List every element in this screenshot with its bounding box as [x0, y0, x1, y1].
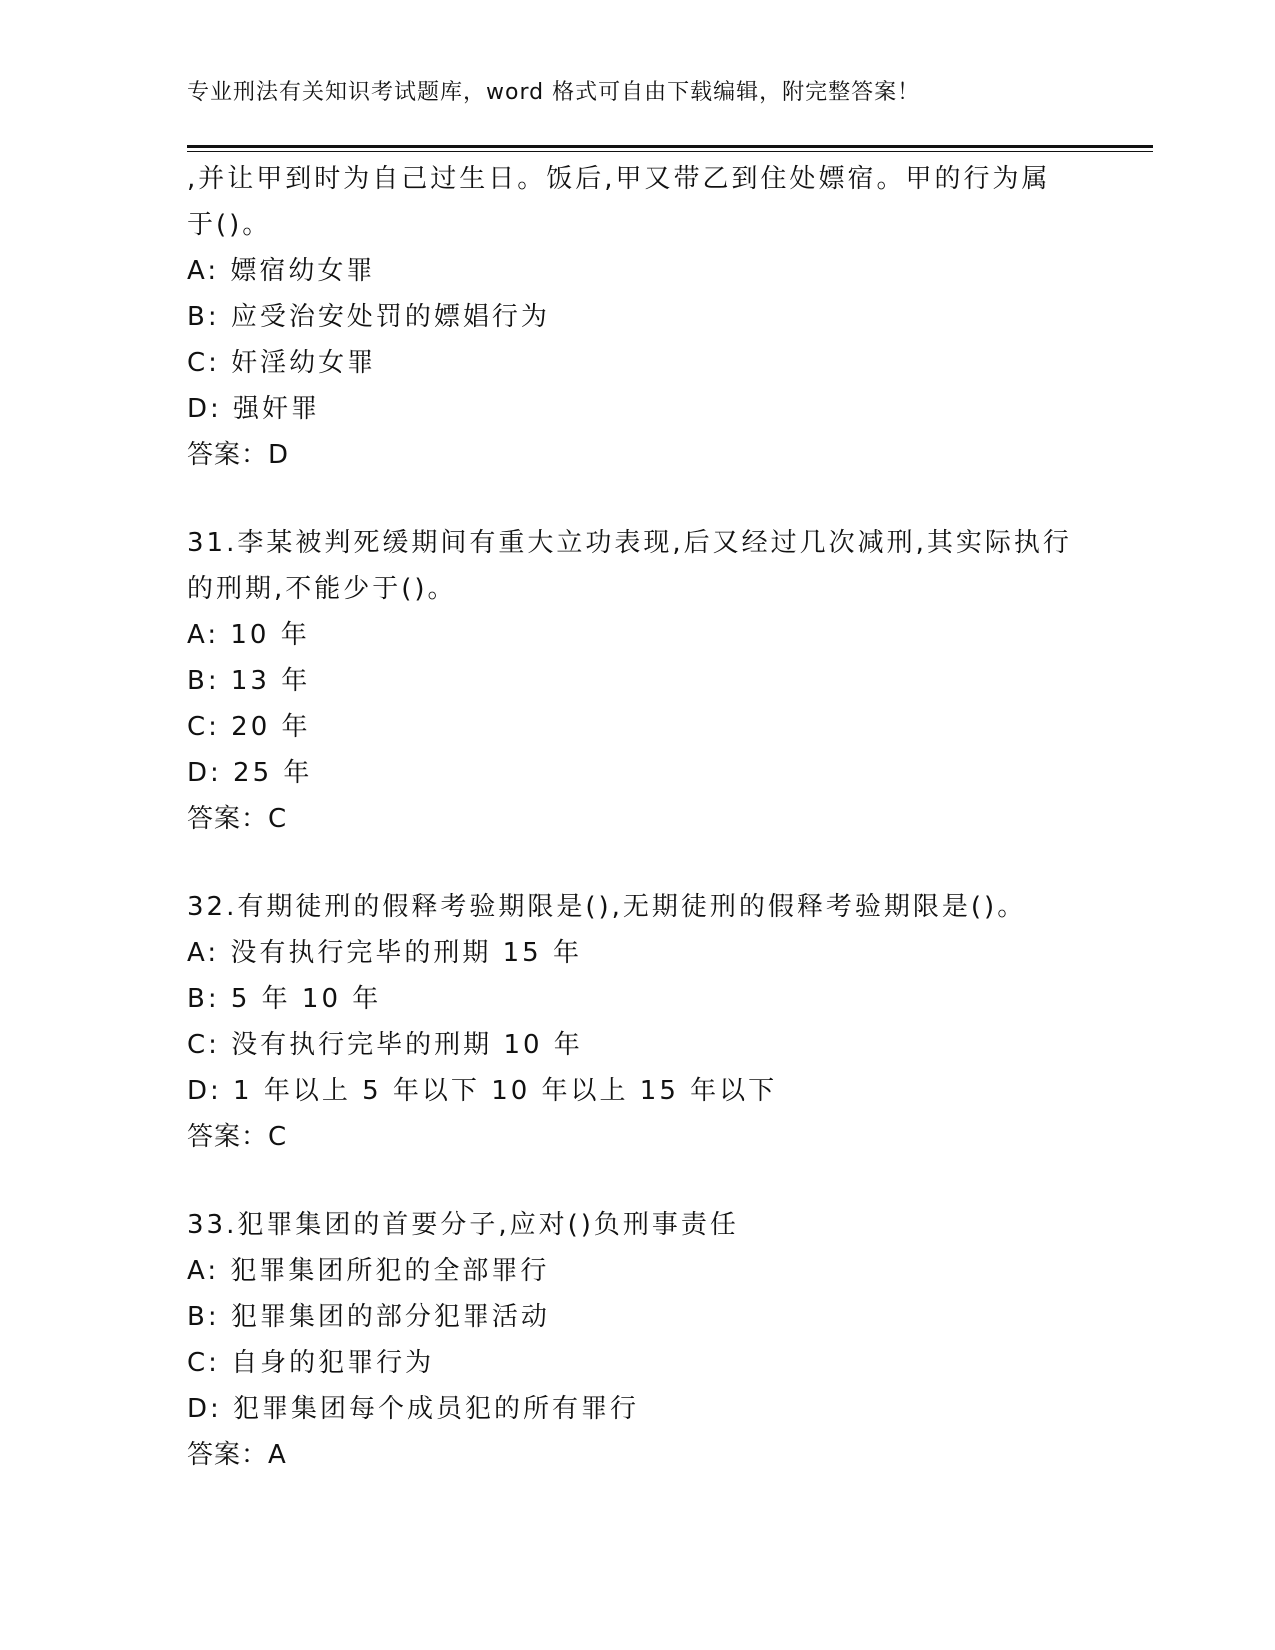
option-a: A: 没有执行完毕的刑期 15 年	[187, 938, 582, 968]
question-text: 的刑期,不能少于()。	[187, 574, 457, 604]
option-c: C: 奸淫幼女罪	[187, 348, 377, 378]
option-d: D: 犯罪集团每个成员犯的所有罪行	[187, 1394, 640, 1424]
option-b: B: 13 年	[187, 666, 311, 696]
question-block	[187, 884, 1087, 1160]
option-c: C: 没有执行完毕的刑期 10 年	[187, 1030, 583, 1060]
option-a: A: 犯罪集团所犯的全部罪行	[187, 1256, 550, 1286]
question-text: 于()。	[187, 210, 272, 240]
answer-text: 答案：D	[187, 440, 290, 470]
question-text: 31.李某被判死缓期间有重大立功表现,后又经过几次减刑,其实际执行	[187, 528, 1072, 558]
question-block	[187, 520, 1087, 842]
page-header: 专业刑法有关知识考试题库，word 格式可自由下载编辑，附完整答案！	[187, 80, 921, 105]
option-d: D: 1 年以上 5 年以下 10 年以上 15 年以下	[187, 1076, 778, 1106]
option-a: A: 10 年	[187, 620, 310, 650]
answer-text: 答案：C	[187, 1122, 288, 1152]
question-text: 33.犯罪集团的首要分子,应对()负刑事责任	[187, 1210, 739, 1240]
header-rule-thick	[187, 145, 1153, 148]
option-d: D: 强奸罪	[187, 394, 321, 424]
option-c: C: 自身的犯罪行为	[187, 1348, 435, 1378]
option-b: B: 5 年 10 年	[187, 984, 382, 1014]
answer-text: 答案：C	[187, 804, 288, 834]
question-list	[187, 156, 1087, 1478]
question-text: 32.有期徒刑的假释考验期限是(),无期徒刑的假释考验期限是()。	[187, 892, 1027, 922]
option-c: C: 20 年	[187, 712, 311, 742]
question-text: ,并让甲到时为自己过生日。饭后,甲又带乙到住处嫖宿。甲的行为属	[187, 164, 1051, 194]
question-block	[187, 1202, 1087, 1478]
option-b: B: 应受治安处罚的嫖娼行为	[187, 302, 550, 332]
header-rule-thin	[187, 151, 1153, 152]
answer-text: 答案：A	[187, 1440, 287, 1470]
question-block	[187, 156, 1087, 478]
option-b: B: 犯罪集团的部分犯罪活动	[187, 1302, 550, 1332]
option-d: D: 25 年	[187, 758, 313, 788]
option-a: A: 嫖宿幼女罪	[187, 256, 376, 286]
